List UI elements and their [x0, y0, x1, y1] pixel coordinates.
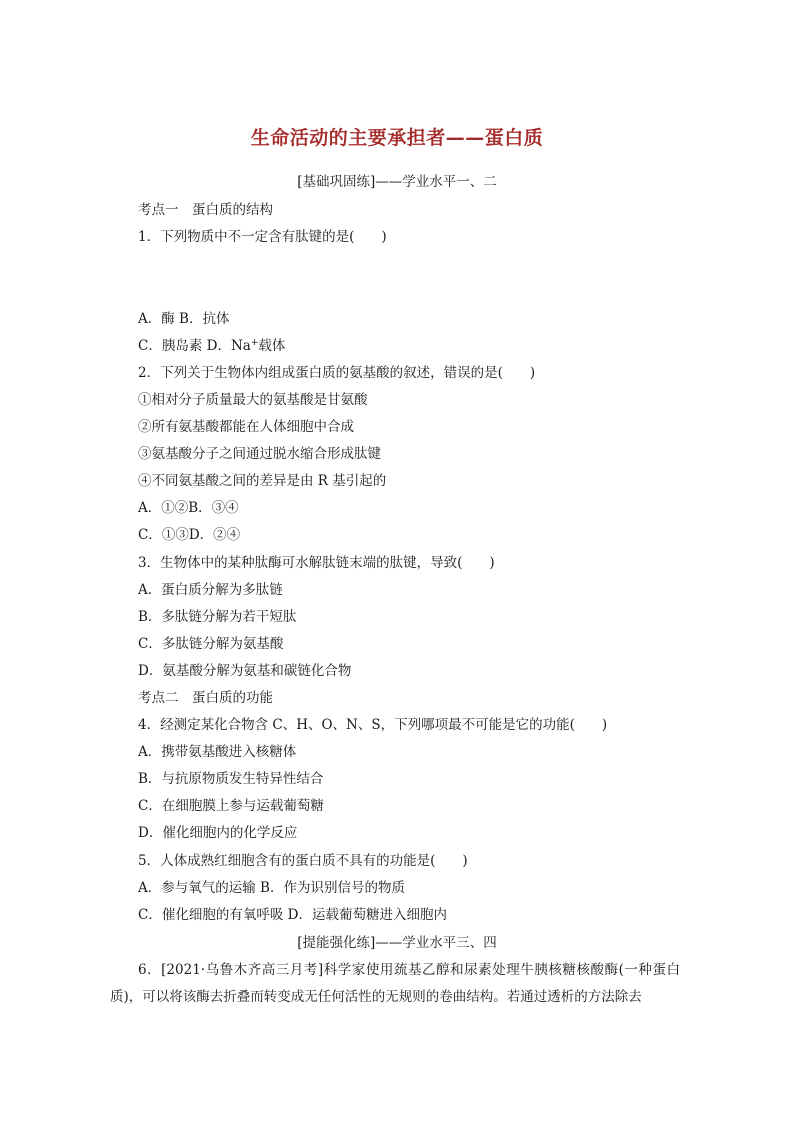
topic-heading-structure: 考点一 蛋白质的结构: [138, 202, 273, 218]
q5-options-ab: A．参与氧气的运输 B．作为识别信号的物质: [138, 880, 405, 896]
q1-option-cd-text: C．胰岛素 D．Na: [138, 338, 251, 354]
q2-statement-3: ③氨基酸分子之间通过脱水缩合形成肽键: [138, 446, 381, 462]
q4-option-d: D．催化细胞内的化学反应: [138, 825, 298, 841]
section-heading-basic: [基础巩固练]——学业水平一、二: [297, 174, 497, 190]
q3-option-a: A．蛋白质分解为多肽链: [138, 582, 283, 598]
q2-statement-4: ④不同氨基酸之间的差异是由 R 基引起的: [138, 473, 387, 489]
q1-options-ab: A．酶 B．抗体: [138, 311, 230, 327]
question-6: 6．[2021·乌鲁木齐高三月考]科学家使用巯基乙醇和尿素处理牛胰核糖核酸酶(一种蛋白质)，可以将该酶去折叠而转变成无任何活性的无规则的卷曲结构。若通过透析的方法除去: [110, 962, 680, 1005]
question-4: 4．经测定某化合物含 C、H、O、N、S，下列哪项最不可能是它的功能( ): [138, 717, 608, 733]
q1-options-cd: [138, 337, 285, 355]
topic-heading-function: 考点二 蛋白质的功能: [138, 690, 273, 706]
question-5: 5．人体成熟红细胞含有的蛋白质不具有的功能是( ): [138, 853, 468, 869]
q4-option-c: C．在细胞膜上参与运载葡萄糖: [138, 798, 324, 814]
q2-statement-1: ①相对分子质量最大的氨基酸是甘氨酸: [138, 392, 368, 408]
q2-options-ab: A．①②B．③④: [138, 500, 239, 516]
na-carrier-text: 载体: [258, 338, 286, 354]
q3-option-b: B．多肽链分解为若干短肽: [138, 609, 297, 625]
q4-option-b: B．与抗原物质发生特异性结合: [138, 771, 324, 787]
q3-option-c: C．多肽链分解为氨基酸: [138, 636, 284, 652]
page-title: 生命活动的主要承担者——蛋白质: [250, 127, 544, 149]
question-3: 3．生物体中的某种肽酶可水解肽链末端的肽键，导致( ): [138, 555, 495, 571]
section-heading-advanced: [提能强化练]——学业水平三、四: [297, 935, 497, 951]
q2-options-cd: C．①③D．②④: [138, 527, 241, 543]
question-2: 2．下列关于生物体内组成蛋白质的氨基酸的叙述，错误的是( ): [138, 365, 536, 381]
q4-option-a: A．携带氨基酸进入核糖体: [138, 744, 297, 760]
na-superscript: +: [250, 338, 259, 348]
q5-options-cd: C．催化细胞的有氧呼吸 D．运载葡萄糖进入细胞内: [138, 907, 447, 923]
q3-option-d: D．氨基酸分解为氨基和碳链化合物: [138, 663, 352, 679]
question-1: 1．下列物质中不一定含有肽键的是( ): [138, 229, 387, 245]
q2-statement-2: ②所有氨基酸都能在人体细胞中合成: [138, 419, 354, 435]
